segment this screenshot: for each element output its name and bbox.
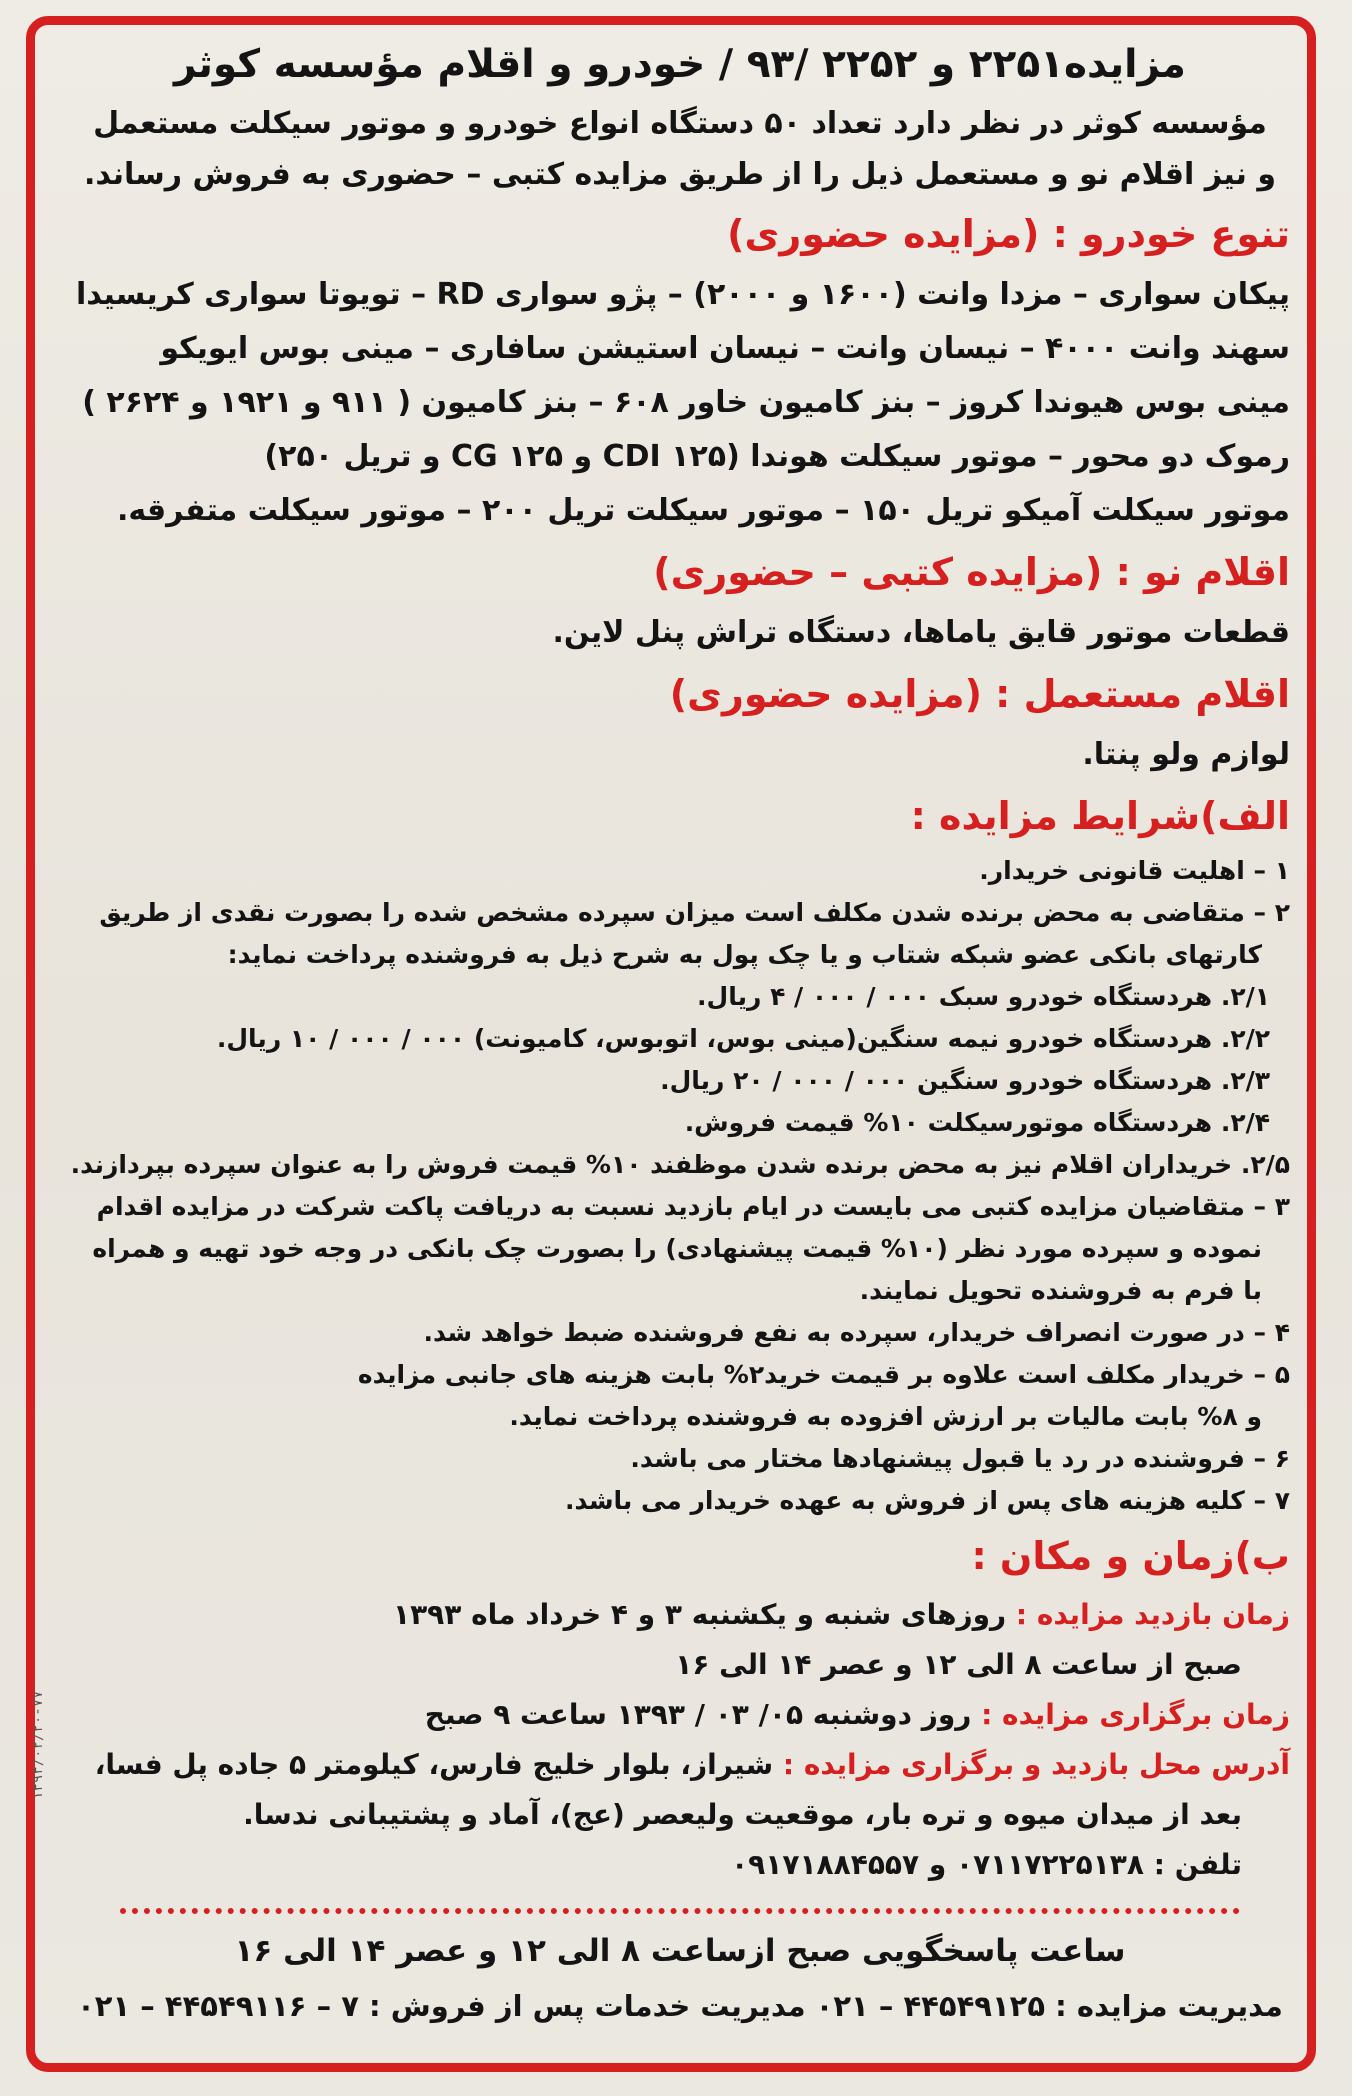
dotted-divider: [120, 1908, 1240, 1914]
address-value: شیراز، بلوار خلیج فارس، کیلومتر ۵ جاده پل فسا،: [94, 1748, 783, 1781]
hold-time-value: روز دوشنبه ۰۵/ ۰۳ / ۱۳۹۳ ساعت ۹ صبح: [424, 1698, 982, 1731]
hold-time-label: زمان برگزاری مزایده :: [981, 1698, 1290, 1731]
condition-line: ۳ – متقاضیان مزایده کتبی می بایست در ایام بازدید نسبت به دریافت پاکت شرکت در مزایده اقدام: [96, 1192, 1290, 1221]
conditions-list: [70, 850, 1290, 1522]
address-line-2: بعد از میدان میوه و تره بار، موقعیت ولیعصر (عج)، آماد و پشتیبانی ندسا.: [243, 1798, 1242, 1831]
condition-line: ۵ – خریدار مکلف است علاوه بر قیمت خرید۲% بابت هزینه های جانبی مزایده: [357, 1360, 1290, 1389]
hold-time-line: [70, 1690, 1290, 1740]
condition-line: و ۸% بابت مالیات بر ارزش افزوده به فروشنده پرداخت نماید.: [509, 1402, 1262, 1431]
condition-line: با فرم به فروشنده تحویل نمایند.: [859, 1276, 1262, 1305]
contact-numbers: مدیریت مزایده : ۴۴۵۴۹۱۲۵ – ۰۲۱ مدیریت خدمات پس از فروش : ۷ – ۴۴۵۴۹۱۱۶ – ۰۲۱: [77, 1989, 1283, 2023]
vehicles-line-3: مینی بوس هیوندا کروز – بنز کامیون خاور ۶۰۸ – بنز کامیون ( ۹۱۱ و ۱۹۲۱ و ۲۶۲۴ ): [82, 385, 1290, 420]
intro-line-1: مؤسسه کوثر در نظر دارد تعداد ۵۰ دستگاه انواع خودرو و موتور سیکلت مستعمل: [93, 106, 1267, 141]
condition-line: ۲/۴. هردستگاه موتورسیکلت ۱۰% قیمت فروش.: [684, 1108, 1270, 1137]
visit-time-line: [70, 1590, 1290, 1640]
response-hours: ساعت پاسخگویی صبح ازساعت ۸ الی ۱۲ و عصر ۱۴ الی ۱۶: [234, 1933, 1126, 1969]
vehicles-line-1: پیکان سواری – مزدا وانت (۱۶۰۰ و ۲۰۰۰) – پژو سواری RD – تویوتا سواری کریسیدا: [75, 277, 1290, 312]
vehicles-line-2: سهند وانت ۴۰۰۰ – نیسان وانت – نیسان استیشن سافاری – مینی بوس ایویکو: [160, 331, 1290, 366]
condition-line: نموده و سپرده مورد نظر (۱۰% قیمت پیشنهادی) را بصورت چک بانکی در وجه خود تهیه و همراه: [92, 1234, 1262, 1263]
ad-title: مزایده۲۲۵۱ و ۲۲۵۲ /۹۳ / خودرو و اقلام مؤسسه کوثر: [174, 42, 1186, 87]
vehicles-line-4: رموک دو محور – موتور سیکلت هوندا (CDI ۱۲۵ و CG ۱۲۵ و تریل ۲۵۰): [264, 439, 1290, 474]
conditions-heading: الف)شرایط مزایده :: [910, 794, 1290, 838]
time-place-heading: ب)زمان و مکان :: [971, 1534, 1290, 1578]
condition-line: ۲ – متقاضی به محض برنده شدن مکلف است میزان سپرده مشخص شده را بصورت نقدی از طریق: [99, 898, 1290, 927]
phone-line: تلفن : ۰۷۱۱۷۲۲۵۱۳۸ و ۰۹۱۷۱۸۸۴۵۵۷: [731, 1848, 1242, 1881]
condition-line: ۲/۱. هردستگاه خودرو سبک ۰۰۰ / ۰۰۰ / ۴ ریال.: [697, 982, 1270, 1011]
condition-line: کارتهای بانکی عضو شبکه شتاب و یا چک پول به شرح ذیل به فروشنده پرداخت نماید:: [227, 940, 1262, 969]
side-code: ۱۳۹۳/۰۲/۲۰-۷۷: [30, 1690, 46, 1800]
vehicles-heading: تنوع خودرو : (مزایده حضوری): [727, 212, 1290, 256]
vehicles-line-5: موتور سیکلت آمیکو تریل ۱۵۰ – موتور سیکلت تریل ۲۰۰ – موتور سیکلت متفرقه.: [116, 493, 1290, 528]
condition-line: ۷ – کلیه هزینه های پس از فروش به عهده خریدار می باشد.: [565, 1486, 1290, 1515]
new-items-heading: اقلام نو : (مزایده کتبی – حضوری): [653, 550, 1290, 594]
condition-line: ۴ – در صورت انصراف خریدار، سپرده به نفع فروشنده ضبط خواهد شد.: [423, 1318, 1290, 1347]
visit-time-label: زمان بازدید مزایده :: [1015, 1598, 1290, 1631]
visit-time-value: روزهای شنبه و یکشنبه ۳ و ۴ خرداد ماه ۱۳۹۳: [393, 1598, 1016, 1631]
advertisement-content: [70, 34, 1290, 2044]
condition-line: ۲/۲. هردستگاه خودرو نیمه سنگین(مینی بوس، اتوبوس، کامیونت) ۰۰۰ / ۰۰۰ / ۱۰ ریال.: [216, 1024, 1270, 1053]
condition-line: ۶ – فروشنده در رد یا قبول پیشنهادها مختار می باشد.: [630, 1444, 1290, 1473]
address-line: [70, 1740, 1290, 1790]
condition-line: ۲/۳. هردستگاه خودرو سنگین ۰۰۰ / ۰۰۰ / ۲۰ ریال.: [660, 1066, 1270, 1095]
condition-line: ۱ – اهلیت قانونی خریدار.: [979, 856, 1290, 885]
intro-line-2: و نیز اقلام نو و مستعمل ذیل را از طریق مزایده کتبی – حضوری به فروش رساند.: [84, 157, 1276, 192]
condition-line: ۲/۵. خریداران اقلام نیز به محض برنده شدن موظفند ۱۰% قیمت فروش را به عنوان سپرده بپردازند.: [70, 1150, 1290, 1179]
new-items-line-1: قطعات موتور قایق یاماها، دستگاه تراش پنل لاین.: [552, 615, 1290, 650]
used-items-line-1: لوازم ولو پنتا.: [1082, 737, 1290, 772]
visit-hours: صبح از ساعت ۸ الی ۱۲ و عصر ۱۴ الی ۱۶: [675, 1648, 1242, 1681]
used-items-heading: اقلام مستعمل : (مزایده حضوری): [669, 672, 1290, 716]
address-label: آدرس محل بازدید و برگزاری مزایده :: [782, 1748, 1290, 1781]
